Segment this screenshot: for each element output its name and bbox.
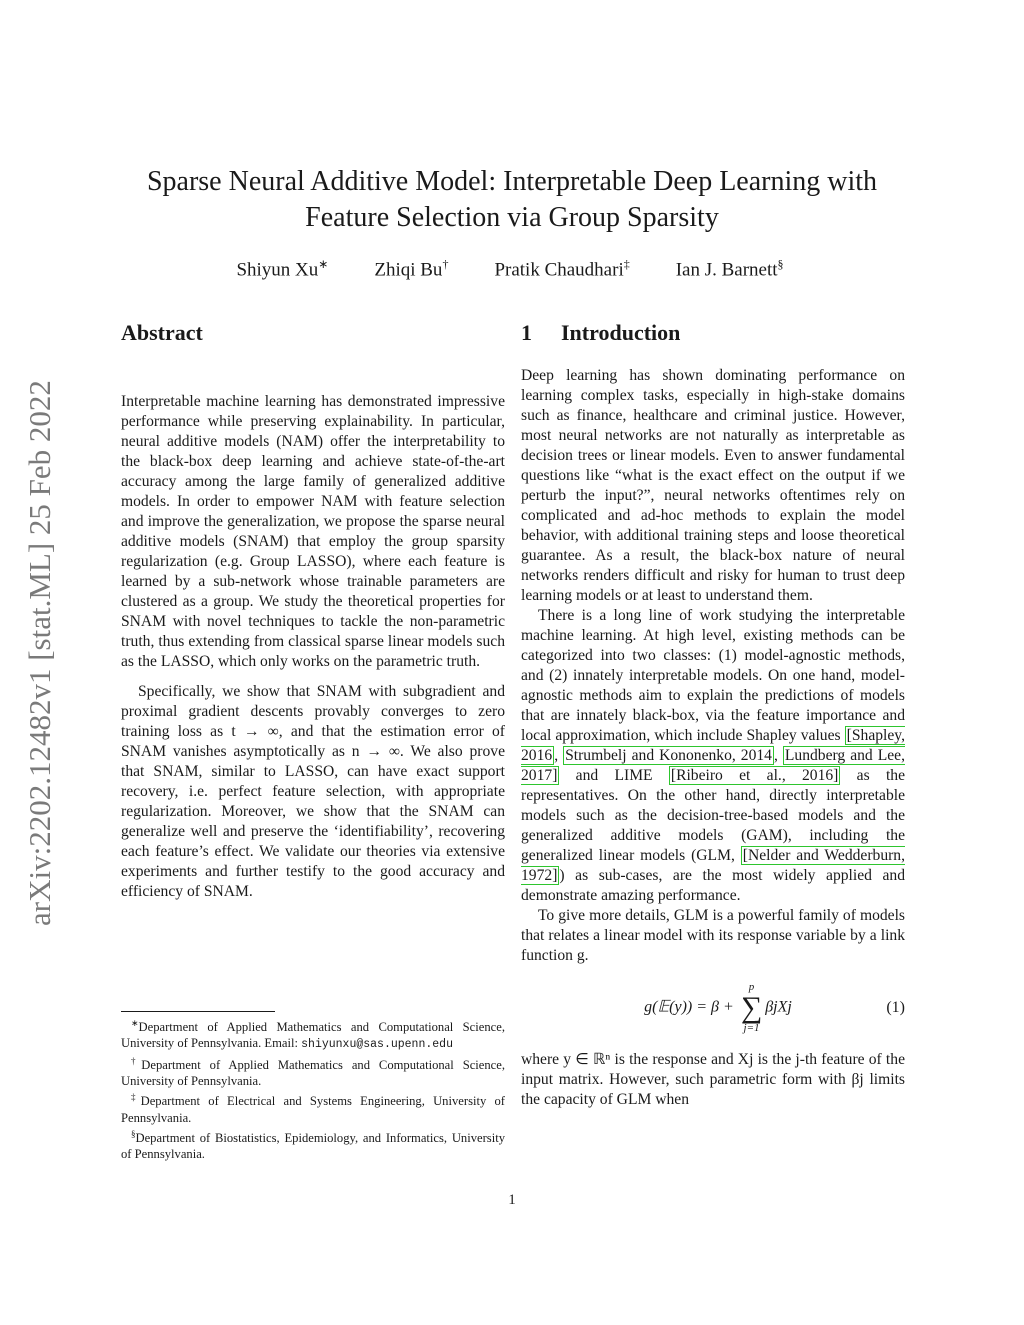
citation-separator: , <box>773 747 783 764</box>
footnote-text: Department of Electrical and Systems Engineering, University of Pennsylvania. <box>121 1094 505 1125</box>
sum-symbol: ∑ <box>740 991 763 1024</box>
footnote-divider <box>121 1011 275 1012</box>
author-email: shiyunxu@sas.upenn.edu <box>301 1038 453 1052</box>
citation-link[interactable]: Strumbelj and Kononenko, 2014 <box>565 747 772 764</box>
author-list <box>160 257 860 281</box>
intro-paragraph: where y ∈ ℝⁿ is the response and Xj is the j-th feature of the input matrix. However, such parametric form with βj limits the capacity of GLM when <box>521 1051 905 1108</box>
summation <box>741 982 762 1034</box>
citation-link[interactable]: [Shapley, 2016 <box>521 727 905 764</box>
author-mark: ‡ <box>623 257 630 271</box>
paragraph-text: and LIME <box>559 767 669 784</box>
sum-lower-limit: j=1 <box>743 1022 760 1034</box>
equation-1 <box>521 970 905 1046</box>
section-number: 1 <box>521 320 532 345</box>
intro-paragraph: Deep learning has shown dominating performance on learning complex tasks, especially in high-stake domains such as finance, healthcare and criminal justice. However, most neural networks are not naturally as interpretable as decision trees or linear models. Even to answer fundamental questions like “what is the exact effect on the output if we perturb the input?”, neural networks oftentimes rely on complicated and ad-hoc methods to explain the model behavior, with additional training steps and loose theoretical guarantee. As a result, the black-box nature of neural networks renders difficult and risky for human to trust deep learning models or at least to understand them. <box>521 367 905 604</box>
author-name: Zhiqi Bu <box>374 259 443 281</box>
author-name: Shiyun Xu <box>236 259 319 281</box>
footnote-text: Department of Applied Mathematics and Computational Science, University of Pennsylvania. Email: <box>121 1020 505 1051</box>
footnote <box>121 1126 505 1162</box>
equation-lhs: g(𝔼(y)) = β + <box>644 998 738 1016</box>
author <box>676 257 784 281</box>
citation-link[interactable]: [Nelder and Wedderburn, 1972] <box>521 847 906 884</box>
paper-title <box>110 164 914 236</box>
paragraph-text: ) as sub-cases, are the most widely applied and demonstrate amazing performance. <box>521 867 905 904</box>
citation-link[interactable]: [Ribeiro et al., 2016] <box>670 767 839 784</box>
footnote <box>121 1053 505 1089</box>
intro-paragraph <box>521 606 905 906</box>
section-title: Introduction <box>561 320 681 345</box>
citation-separator: , <box>554 747 564 764</box>
footnote-mark: ‡ <box>131 1092 141 1103</box>
footnote <box>121 1089 505 1125</box>
abstract-heading: Abstract <box>121 320 203 345</box>
footnote-text: Department of Applied Mathematics and Computational Science, University of Pennsylvania. <box>121 1058 505 1089</box>
abstract-paragraph: Specifically, we show that SNAM with subgradient and proximal gradient descents provably converges to zero training loss as t → ∞, and that the estimation error of SNAM vanishes asymptotically as n → ∞. We also prove that SNAM, similar to LASSO, can have exact support recovery, i.e. perfect feature selection, with appropriate regularization. Moreover, we show that the SNAM can generalize well and preserve the ‘identifiability’, recovering each feature’s effect. We validate our theories via extensive experiments and further testify to the good accuracy and efficiency of SNAM. <box>121 683 505 900</box>
title-line-2: Feature Selection via Group Sparsity <box>305 202 719 233</box>
author-name: Pratik Chaudhari <box>494 259 624 281</box>
footnote-mark: § <box>131 1128 136 1139</box>
page-number: 1 <box>508 1192 516 1208</box>
equation-body <box>521 982 875 1034</box>
footnote-mark: † <box>131 1056 142 1067</box>
equation-number: (1) <box>886 999 905 1016</box>
section-heading <box>521 318 905 348</box>
sum-upper-limit: p <box>748 981 755 993</box>
footnote-text: Department of Biostatistics, Epidemiology, and Informatics, University of Pennsylvania. <box>121 1130 505 1161</box>
citation-link[interactable]: Lundberg and Lee, 2017] <box>521 747 906 784</box>
author-mark: ∗ <box>318 257 329 271</box>
paragraph-text: There is a long line of work studying the interpretable machine learning. At high level, existing methods can be categorized into two classes: (1) model-agnostic methods, and (2) innately interpretable models. On one hand, model-agnostic methods aim to explain the predictions of models that are innately black-box, via the feature importance and local approximation, which include Shapley values <box>521 607 905 744</box>
author <box>494 257 629 281</box>
footnotes <box>121 1015 505 1162</box>
introduction-column <box>521 318 905 1110</box>
arxiv-stamp: arXiv:2202.12482v1 [stat.ML] 25 Feb 2022 <box>22 380 57 926</box>
author <box>374 257 448 281</box>
author-name: Ian J. Barnett <box>675 259 778 281</box>
footnote <box>121 1015 505 1053</box>
paragraph-text: as the representatives. On the other hand, directly interpretable models such as the decision-tree-based models and the generalized additive models (GAM), including the generalized linear models (GLM, <box>521 767 905 864</box>
title-line-1: Sparse Neural Additive Model: Interpretable Deep Learning with <box>146 166 878 197</box>
author-mark: † <box>442 257 449 271</box>
abstract-column <box>121 318 505 902</box>
footnote-mark: ∗ <box>131 1018 139 1028</box>
author <box>236 257 328 281</box>
equation-rhs: βjXj <box>765 998 792 1016</box>
intro-paragraph: To give more details, GLM is a powerful family of models that relates a linear model with its response variable by a link function g. <box>521 907 905 964</box>
abstract-paragraph: Interpretable machine learning has demonstrated impressive performance while preserving explainability. In particular, neural additive models (NAM) offer the interpretability to the black-box deep learning and achieve state-of-the-art accuracy among the large family of generalized additive models. In order to empower NAM with feature selection and improve the generalization, we propose the sparse neural additive models (SNAM) that employ the group sparsity regularization (e.g. Group LASSO), where each feature is learned by a sub-network whose trainable parameters are clustered as a group. We study the theoretical properties for SNAM with novel techniques to tackle the non-parametric truth, thus extending from classical sparse linear models such as the LASSO, which only works on the parametric truth. <box>121 393 505 670</box>
author-mark: § <box>777 257 784 271</box>
